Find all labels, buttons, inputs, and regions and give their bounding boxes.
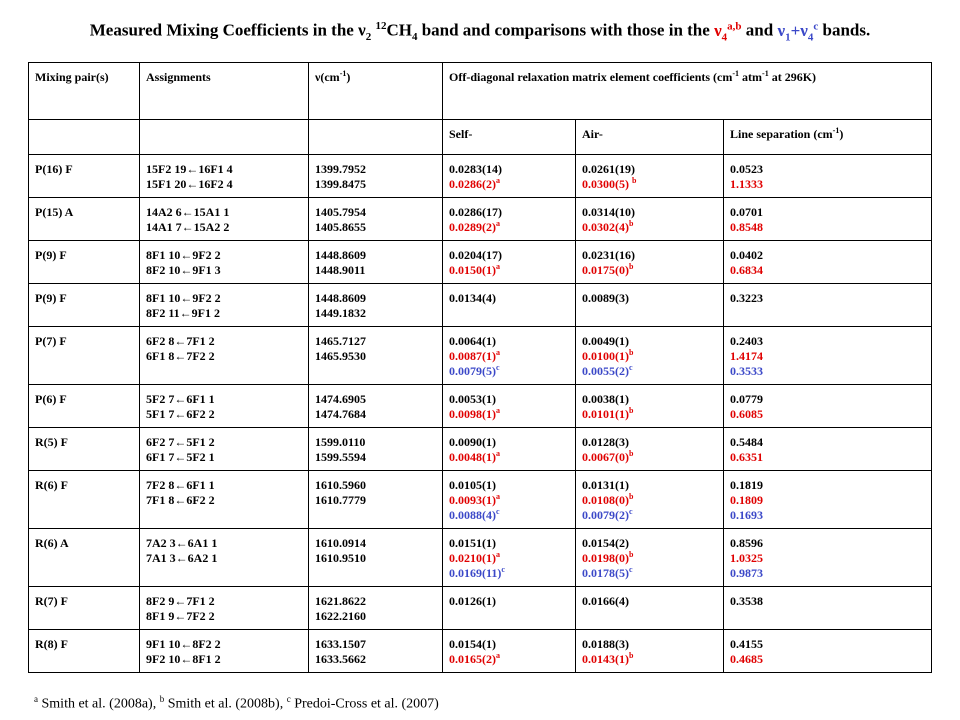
- cell-self: 0.0134(4): [443, 284, 576, 327]
- cell-air: 0.0231(16) $0.0175(0)^b$: [576, 241, 724, 284]
- cell-air: 0.0314(10) $0.0302(4)^b$: [576, 198, 724, 241]
- cell-frequency: 1633.1507 1633.5662: [309, 630, 443, 673]
- cell-air: 0.0188(3) $0.0143(1)^b$: [576, 630, 724, 673]
- header-self: Self-: [443, 120, 576, 155]
- cell-frequency: 1599.0110 1599.5594: [309, 428, 443, 471]
- cell-mixing-pair: R(6) A: [29, 529, 140, 587]
- cell-air: 0.0154(2) $0.0198(0)^b$ $0.0178(5)^c$: [576, 529, 724, 587]
- cell-line-separation: 0.0779 0.6085: [724, 385, 932, 428]
- table-row: [29, 471, 932, 529]
- table-row: [29, 529, 932, 587]
- cell-mixing-pair: R(5) F: [29, 428, 140, 471]
- header-frequency: $\nu(cm^{-1})$: [309, 63, 443, 120]
- cell-self: 0.0151(1) $0.0210(1)^a$ $0.0169(11)^c$: [443, 529, 576, 587]
- cell-assignments: 6F2 8←7F1 2 6F1 8←7F2 2: [140, 327, 309, 385]
- cell-line-separation: 0.8596 1.0325 0.9873: [724, 529, 932, 587]
- header-mixing-pair: Mixing pair(s): [29, 63, 140, 120]
- cell-mixing-pair: R(8) F: [29, 630, 140, 673]
- table-row: [29, 241, 932, 284]
- table-row: [29, 587, 932, 630]
- cell-assignments: 8F1 10←9F2 2 8F2 11←9F1 2: [140, 284, 309, 327]
- cell-air: 0.0089(3): [576, 284, 724, 327]
- table-row: [29, 630, 932, 673]
- cell-self: 0.0204(17) $0.0150(1)^a$: [443, 241, 576, 284]
- cell-self: 0.0283(14) $0.0286(2)^a$: [443, 155, 576, 198]
- mixing-coefficients-table: [28, 62, 932, 673]
- header-air: Air-: [576, 120, 724, 155]
- cell-mixing-pair: P(6) F: [29, 385, 140, 428]
- cell-line-separation: 0.5484 0.6351: [724, 428, 932, 471]
- cell-air: 0.0128(3) $0.0067(0)^b$: [576, 428, 724, 471]
- cell-line-separation: 0.0701 0.8548: [724, 198, 932, 241]
- cell-frequency: 1405.7954 1405.8655: [309, 198, 443, 241]
- cell-assignments: 15F2 19←16F1 4 15F1 20←16F2 4: [140, 155, 309, 198]
- table-row: [29, 155, 932, 198]
- header-assignments: Assignments: [140, 63, 309, 120]
- cell-assignments: 9F1 10←8F2 2 9F2 10←8F1 2: [140, 630, 309, 673]
- cell-frequency: 1610.0914 1610.9510: [309, 529, 443, 587]
- header-off-diagonal: Off-diagonal relaxation matrix element coefficients ($cm^{-1}$ atm$^{-1}$ at 296K): [443, 63, 932, 120]
- cell-frequency: 1621.8622 1622.2160: [309, 587, 443, 630]
- cell-self: 0.0105(1) $0.0093(1)^a$ $0.0088(4)^c$: [443, 471, 576, 529]
- cell-line-separation: 0.3538: [724, 587, 932, 630]
- cell-air: 0.0049(1) $0.0100(1)^b$ $0.0055(2)^c$: [576, 327, 724, 385]
- cell-self: 0.0053(1) $0.0098(1)^a$: [443, 385, 576, 428]
- cell-self: 0.0090(1) $0.0048(1)^a$: [443, 428, 576, 471]
- cell-frequency: 1448.8609 1449.1832: [309, 284, 443, 327]
- cell-line-separation: 0.4155 0.4685: [724, 630, 932, 673]
- page-title: Measured Mixing Coefficients in the $\nu_2$ $^{12}CH_4$ band and comparisons with those in the $\nu_4^{a,b}$ and $\nu_1+\nu_4^c$ bands.: [89, 20, 871, 44]
- cell-assignments: 5F2 7←6F1 1 5F1 7←6F2 2: [140, 385, 309, 428]
- header-line-separation: Line separation $(cm^{-1})$: [724, 120, 932, 155]
- subheader-row: [29, 120, 932, 155]
- cell-frequency: 1465.7127 1465.9530: [309, 327, 443, 385]
- cell-air: 0.0261(19) 0.0300(5) $^b$: [576, 155, 724, 198]
- cell-line-separation: 0.0402 0.6834: [724, 241, 932, 284]
- cell-line-separation: 0.1819 0.1809 0.1693: [724, 471, 932, 529]
- nu1-nu4-band-label: $\nu_1+\nu_4^c$: [777, 20, 819, 44]
- table-row: [29, 284, 932, 327]
- table-row: [29, 327, 932, 385]
- table-row: [29, 198, 932, 241]
- footnote: $^a$ Smith et al. (2008a), $^b$ Smith et al. (2008b), $^c$ Predoi-Cross et al. (2007): [34, 694, 439, 712]
- cell-self: 0.0064(1) $0.0087(1)^a$ $0.0079(5)^c$: [443, 327, 576, 385]
- cell-air: 0.0131(1) $0.0108(0)^b$ $0.0079(2)^c$: [576, 471, 724, 529]
- cell-self: 0.0126(1): [443, 587, 576, 630]
- table-row: [29, 428, 932, 471]
- cell-mixing-pair: P(9) F: [29, 284, 140, 327]
- cell-mixing-pair: P(9) F: [29, 241, 140, 284]
- cell-mixing-pair: P(15) A: [29, 198, 140, 241]
- table-row: [29, 385, 932, 428]
- cell-assignments: 6F2 7←5F1 2 6F1 7←5F2 1: [140, 428, 309, 471]
- cell-frequency: 1448.8609 1448.9011: [309, 241, 443, 284]
- cell-assignments: 14A2 6←15A1 1 14A1 7←15A2 2: [140, 198, 309, 241]
- cell-assignments: 8F2 9←7F1 2 8F1 9←7F2 2: [140, 587, 309, 630]
- cell-line-separation: 0.0523 1.1333: [724, 155, 932, 198]
- cell-mixing-pair: R(6) F: [29, 471, 140, 529]
- cell-frequency: 1474.6905 1474.7684: [309, 385, 443, 428]
- cell-frequency: 1399.7952 1399.8475: [309, 155, 443, 198]
- nu4-band-label: $\nu_4^{a,b}$: [714, 20, 742, 44]
- cell-line-separation: 0.3223: [724, 284, 932, 327]
- cell-air: 0.0038(1) $0.0101(1)^b$: [576, 385, 724, 428]
- cell-line-separation: 0.2403 1.4174 0.3533: [724, 327, 932, 385]
- cell-assignments: 7F2 8←6F1 1 7F1 8←6F2 2: [140, 471, 309, 529]
- header-row: [29, 63, 932, 120]
- cell-self: 0.0154(1) $0.0165(2)^a$: [443, 630, 576, 673]
- cell-self: 0.0286(17) $0.0289(2)^a$: [443, 198, 576, 241]
- cell-mixing-pair: R(7) F: [29, 587, 140, 630]
- cell-assignments: 8F1 10←9F2 2 8F2 10←9F1 3: [140, 241, 309, 284]
- cell-assignments: 7A2 3←6A1 1 7A1 3←6A2 1: [140, 529, 309, 587]
- cell-air: 0.0166(4): [576, 587, 724, 630]
- cell-frequency: 1610.5960 1610.7779: [309, 471, 443, 529]
- cell-mixing-pair: P(16) F: [29, 155, 140, 198]
- cell-mixing-pair: P(7) F: [29, 327, 140, 385]
